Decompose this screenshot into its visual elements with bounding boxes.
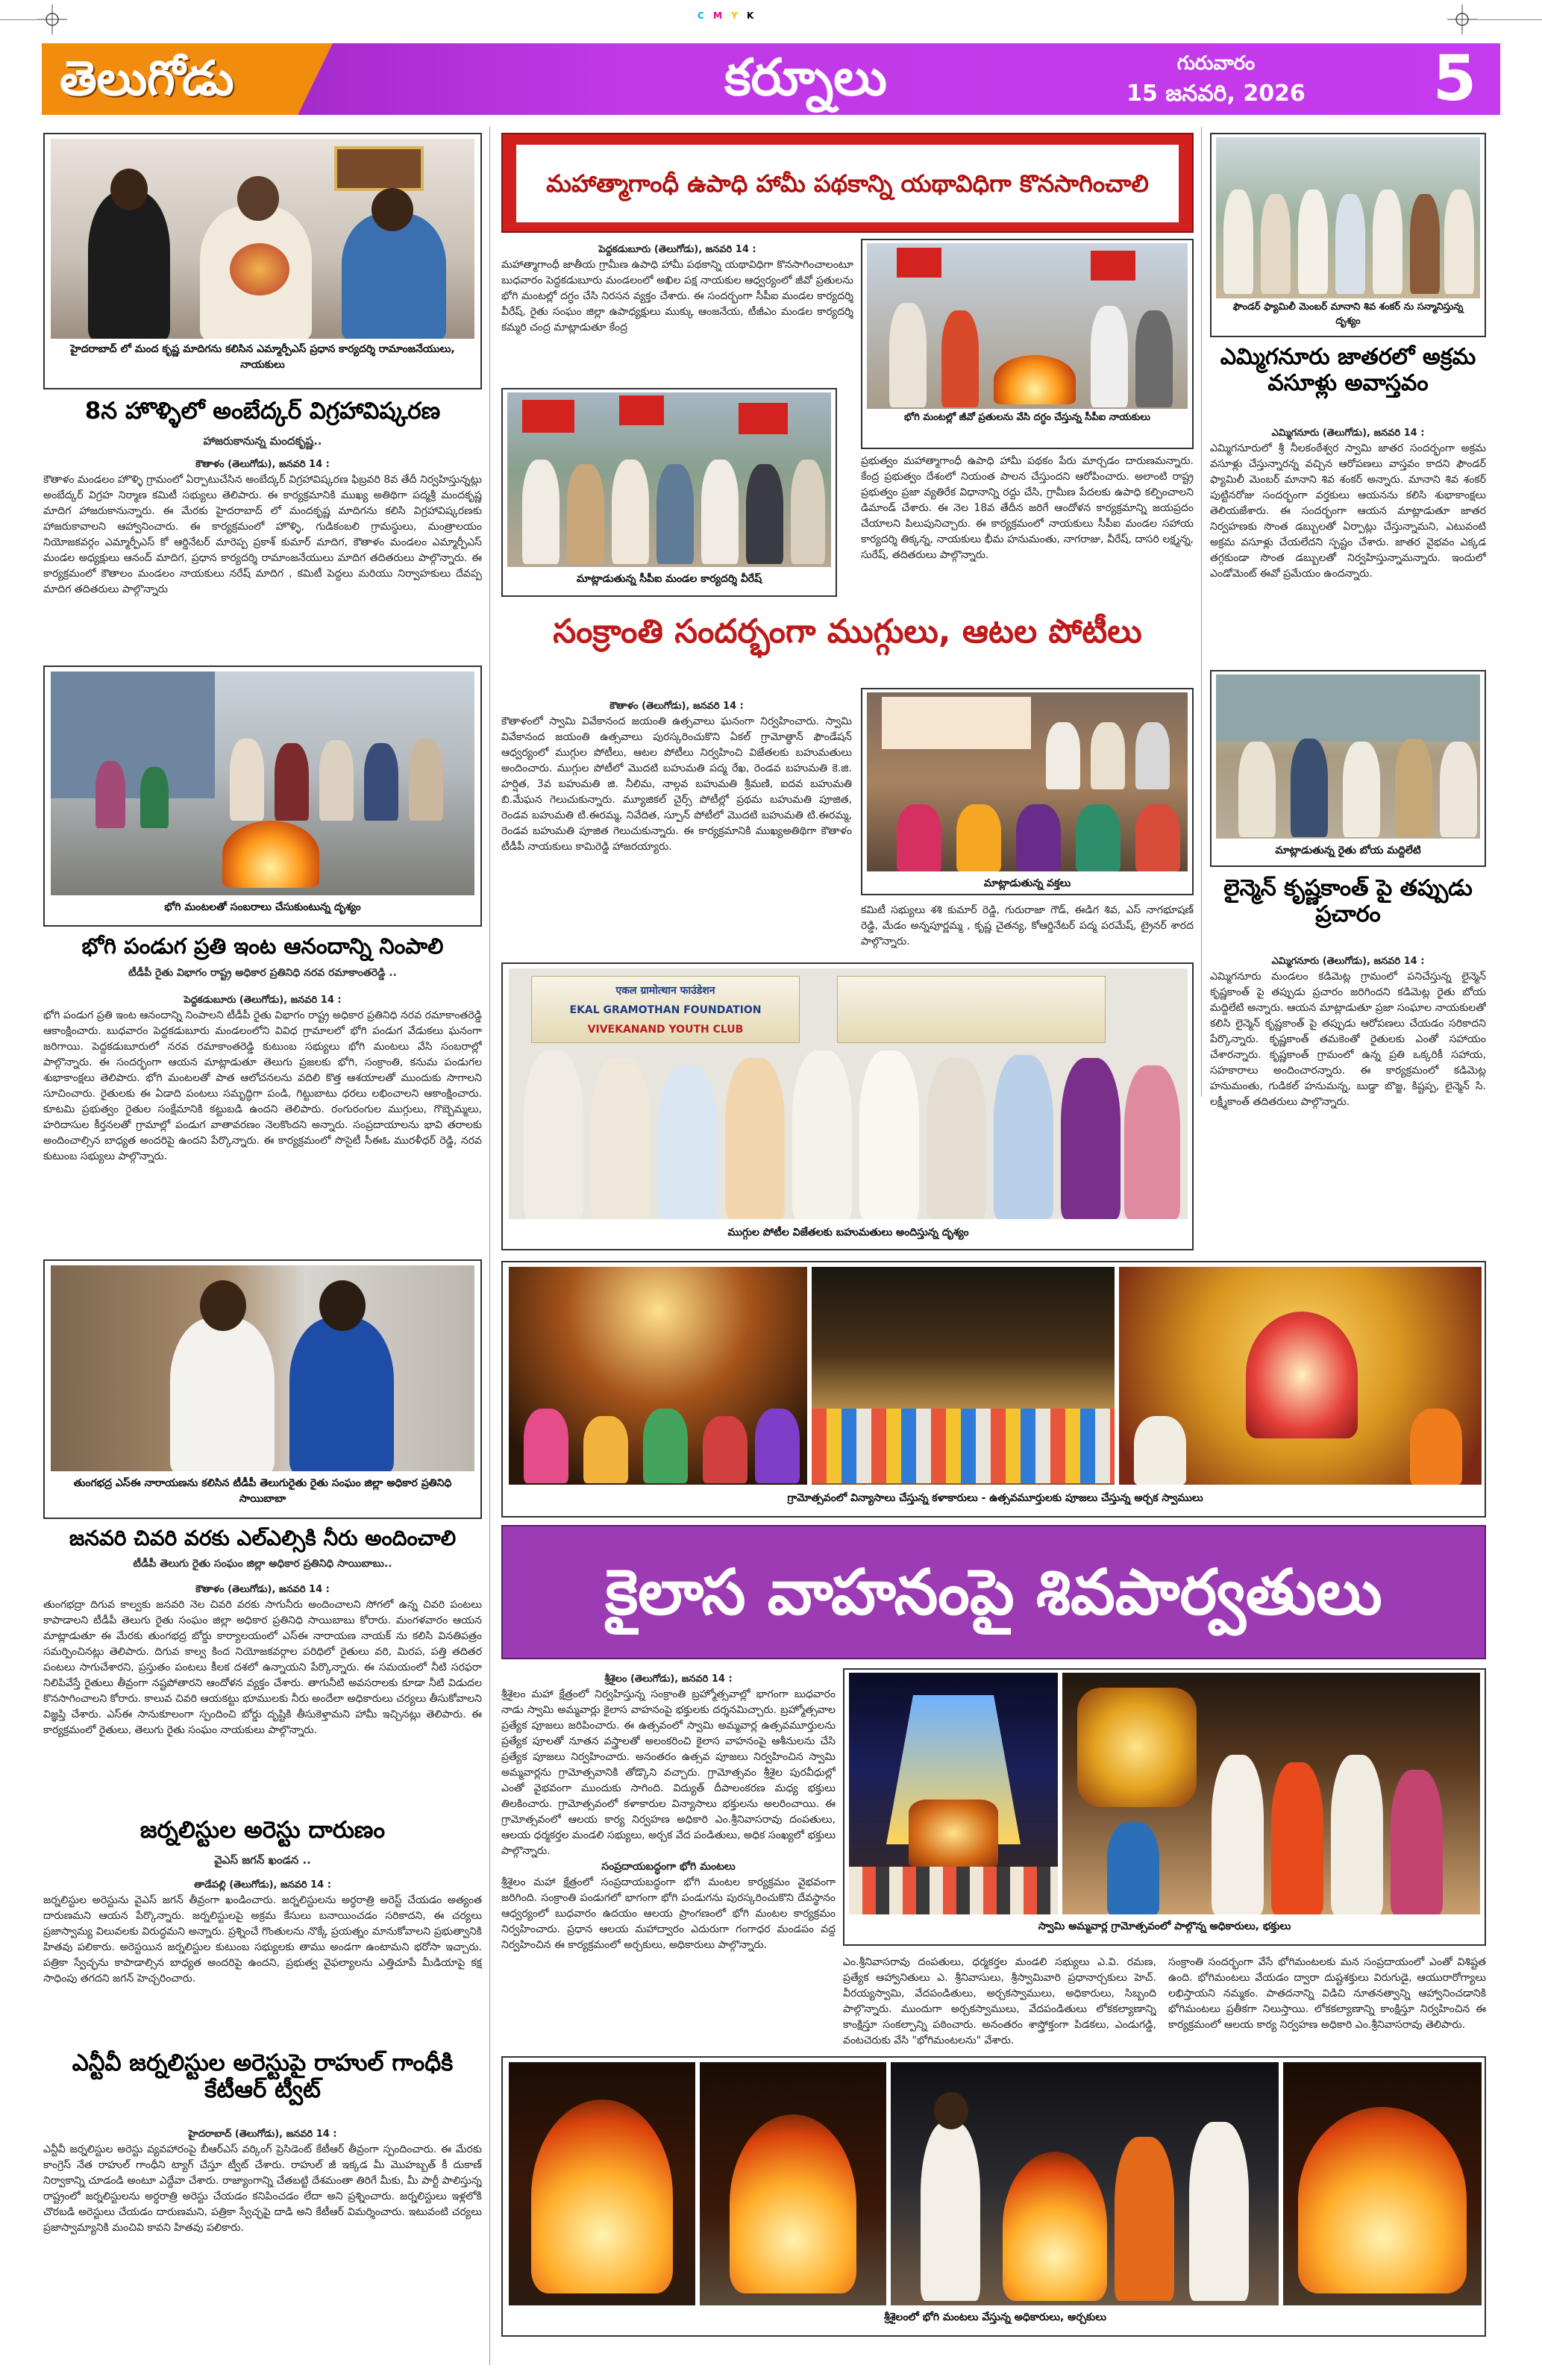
- dateline: ఎమ్మిగనూరు (తెలుగోడు), జనవరి 14 :: [1271, 956, 1425, 967]
- bonfire: [1298, 2107, 1467, 2293]
- register-mark-right-icon: [1447, 4, 1477, 34]
- person-figure: [591, 1058, 651, 1219]
- cmyk-c: C: [698, 10, 707, 21]
- bonfire: [730, 2114, 856, 2293]
- article-body: భోగి పండుగ ప్రతి ఇంట ఆనందాన్ని నింపాలని టీడీపీ రైతు విభాగం రాష్ట్ర అధికార ప్రతినిధి నరవ రమాకాంతరెడ్డి ఆకాంక్షించారు. బుధవారం పెద్దకడుబూరు మండలంలోని వివిధ గ్రామాలలో భోగి పండుగ వేడుకలు ఘనంగా జరిగాయి. పెద్దకడుబూరులో నరవ రమాకాంతరెడ్డి కుటుంబ సభ్యులు భోగి మంటలు వేసి సంబరాల్లో పాల్గొన్నారు. ఈ సందర్భంగా ఆయన మాట్లాడుతూ తెలుగు ప్రజలకు భోగి, సంక్రాంతి, కనుమ పండుగల శుభాకాంక్షలు తెలిపారు. భోగి మంటలతో పాత ఆలోచనలను వదిలి కొత్త ఆశయాలతో ముందుకు సాగాలని సూచించారు. రైతులకు ఈ ఏడాది పంటలు సమృద్ధిగా పండి, గిట్టుబాటు ధరలు లభించాలని ఆకాంక్షించారు. కూటమి ప్రభుత్వం రైతుల సంక్షేమానికి కట్టుబడి ఉందని తెలిపారు. రంగురంగుల ముగ్గులు, గొబ్బెమ్మలు, హరిదాసుల కీర్తనలతో గ్రామాల్లో పండుగ వాతావరణం నెలకొందని అన్నారు. సంప్రదాయాలను భావి తరాలకు అందించాల్సిన బాధ్యత అందరిపై ఉందని పేర్కొన్నారు. ఈ కార్యక్రమంలో సొసైటీ సీఈఓ మురళీధర్ రెడ్డి, నరవ కుటుంబ సభ్యులు పాల్గొన్నారు.: [43, 1009, 482, 1162]
- dateline: కౌతాళం (తెలుగోడు), జనవరి 14 :: [609, 701, 744, 712]
- photo-go-burning: [867, 243, 1188, 409]
- bhogi-srisailam-photo-box: [501, 2056, 1486, 2337]
- person-figure: [275, 743, 309, 821]
- photo-prize-distribution: [509, 968, 1188, 1219]
- photo-bhogi-fire-1: [509, 2062, 695, 2305]
- article-llc-water: [43, 1582, 482, 1798]
- vahanam: [909, 1800, 998, 1867]
- article-bhogi: [43, 992, 482, 1238]
- person-figure: [1444, 190, 1474, 294]
- crowd-row: [849, 1867, 1058, 1914]
- banner-upadhi-hami: [501, 133, 1194, 233]
- red-flag: [739, 403, 788, 434]
- article-body: ఎమ్మిగనూరులో శ్రీ నీలకంఠేశ్వర స్వామి జాతర సందర్భంగా అక్రమ వసూళ్లు చేస్తున్నారన్న వచ్చిన ఆరోపణలు వాస్తవం కాదని ఫౌండర్ ఫ్యామిలీ మెంబర్ మానాని శివ శంకర్ అన్నారు. మానాని శివ శంకర్ పుట్టినరోజు సందర్భంగా వర్తకులు ఆయనను కలిసి శుభాకాంక్షలు తెలియజేశారు. ఈ సందర్భంగా ఆయన మాట్లాడుతూ జాతర నిర్వహణకు సొంత డబ్బులతో ఏర్పాట్లు చేస్తున్నామని, ఎటువంటి అక్రమ వసూళ్లు చేయలేదని స్పష్టం చేశారు. జాతర వైభవం ఎక్కడ తగ్గకుండా సొంత డబ్బులతో నిర్వహిస్తున్నామన్నారు. ఇందులో ఎండోమెంట్ ఈవో ప్రమేయం ఉందన్నారు.: [1210, 442, 1486, 580]
- photo-caption: శ్రీశైలంలో భోగి మంటలు వేస్తున్న అధికారులు, అర్చకులు: [509, 2310, 1482, 2326]
- subhead-journalists: వైఎస్ జగన్ ఖండన ..: [214, 1853, 311, 1867]
- headline-ambedkar: 8న హొళ్ళిలో అంబేద్కర్ విగ్రహావిష్కరణ: [84, 398, 441, 425]
- person-figure: [1124, 1065, 1180, 1219]
- photo-wall-frames: [334, 146, 424, 191]
- article-body: జర్నలిస్టుల అరెస్టును వైఎస్ జగన్ తీవ్రంగా ఖండించారు. జర్నలిస్టులను అర్ధరాత్రి అరెస్ట్ చేయడం అత్యంత దారుణమని ఆయన పేర్కొన్నారు. జర్నలిస్టులపై అక్రమ కేసులు బనాయించడం సరికాదని, ఈ చర్యలు ప్రజాస్వామ్య విలువలకు విరుద్ధమని అన్నారు. ప్రశ్నించే గొంతులను నొక్కే ప్రయత్నం మానుకోవాలని ప్రభుత్వానికి హితవు పలికారు. అరెస్టయిన జర్నలిస్టుల కుటుంబ సభ్యులకు తాము అండగా ఉంటామని భరోసా ఇచ్చారు. పత్రికా స్వేచ్ఛను కాపాడాల్సిన బాధ్యత అందరిపై ఉందని, ప్రభుత్వ వైఫల్యాలను ఎత్తిచూపే మీడియాపై కక్ష సాధింపు తగదని జగన్ హెచ్చరించారు.: [43, 1894, 482, 1985]
- photo-building-wall: [1216, 674, 1480, 742]
- register-mark-left-icon: [37, 4, 67, 34]
- article-muggulu: [501, 698, 852, 973]
- person-figure: [88, 191, 170, 339]
- photo-caption: హైదరాబాద్ లో మంద కృష్ణ మాదిగను కలిసిన ఎమ్మార్పీఎస్ ప్రధాన కార్యదర్శి రామాంజనేయులు, నాయకులు: [55, 342, 470, 373]
- article-body: కమిటీ సభ్యులు శశి కుమార్ రెడ్డి, గురురాజా గౌడ్, ఈడిగ శివ, ఎస్ నాగభూషణ్ రెడ్డి, మేడం అన్నపూర్ణమ్మ , కృష్ణ చైతన్య, కోఆర్డినేటర్ పద్మ పరమేష్, ట్రైనర్ శారద పాల్గొన్నారు.: [861, 904, 1194, 948]
- person-head: [200, 1280, 246, 1331]
- person-figure: [1410, 1409, 1462, 1485]
- section-title: కర్నూలు: [724, 48, 887, 107]
- photo-cpi-protest: [507, 392, 831, 567]
- person-figure: [1331, 1755, 1383, 1914]
- dateline: శ్రీశైలం (తెలుగోడు), జనవరి 14 :: [604, 1673, 733, 1685]
- register-line-right: [1477, 19, 1542, 20]
- bonfire: [994, 355, 1076, 404]
- person-figure: [1076, 804, 1121, 871]
- dateline: హైదరాబాద్ (తెలుగోడు), జనవరి 14 :: [188, 2129, 337, 2140]
- dateline: ఎమ్మిగనూరు (తెలుగోడు), జనవరి 14 :: [1271, 428, 1425, 439]
- photo-speakers-stage: [867, 692, 1188, 871]
- headline-bhogi: భోగి పండుగ ప్రతి ఇంట ఆనందాన్ని నింపాలి: [81, 933, 444, 959]
- article-jatara: [1210, 425, 1486, 664]
- deity-idol: [1246, 1312, 1358, 1438]
- person-figure: [921, 2122, 980, 2301]
- person-figure: [994, 1055, 1053, 1219]
- person-figure: [522, 460, 560, 564]
- person-figure: [319, 740, 354, 821]
- photo-caption: ఫౌండర్ ఫ్యామిలీ మెంబర్ మానాని శివ శంకర్ ను సన్మానిస్తున్న దృశ్యం: [1219, 300, 1477, 328]
- person-figure: [1212, 1755, 1264, 1914]
- article-lineman: [1210, 953, 1486, 1250]
- col2-photo-box-kailasa: [843, 1668, 1486, 1946]
- article-journalists: [43, 1877, 482, 2040]
- person-head: [110, 169, 148, 210]
- person-figure: [755, 1409, 800, 1483]
- col1-photo-box-3: [43, 1259, 482, 1519]
- person-figure: [524, 1050, 583, 1219]
- person-figure: [1271, 1762, 1323, 1914]
- photo-caption: మాట్లాడుతున్న సీపీఐ మండల కార్యదర్శి వీరేష్: [507, 571, 831, 587]
- subhead-ambedkar: హాజరుకానున్న మందకృష్ణ..: [203, 434, 322, 448]
- person-figure: [1261, 194, 1291, 294]
- person-figure: [643, 1409, 688, 1483]
- article-body: మహాత్మాగాంధీ జాతీయ గ్రామీణ ఉపాధి హామీ పథకాన్ని యథావిధిగా కొనసాగించాలంటూ బుధవారం పెద్దకడుబూరు మండలంలో అఖిల పక్ష నాయకుల ఆధ్వర్యంలో జీవో ప్రతులను భోగి మంటల్లో దగ్ధం చేసి నిరసన వ్యక్తం చేశారు. ఈ సందర్భంగా సీపీఐ మండల కార్యదర్శి వీరేష్, రైతు సంఘం జిల్లా ఉపాధ్యక్షులు ముక్కు ఆంజనేయ, టీజీఎం మండల కార్యదర్శి కమ్మరి చంద్ర మాట్లాడుతూ కేంద్ర: [501, 259, 853, 333]
- subhead-bhogi: టీడీపీ రైతు విభాగం రాష్ట్ర అధికార ప్రతినిధి నరవ రమాకాంతరెడ్డి ..: [128, 967, 397, 979]
- photo-meeting-mandakrishna: [51, 139, 474, 339]
- photo-officials-devotees: [1062, 1673, 1480, 1914]
- photo-caption: స్వామి అమ్మవార్ల గ్రామోత్సవంలో పాల్గొన్న అధికారులు, భక్తులు: [849, 1919, 1480, 1935]
- person-figure: [95, 761, 125, 828]
- person-figure: [1107, 1822, 1159, 1914]
- person-figure: [140, 767, 169, 828]
- crowd-row: [812, 1409, 1115, 1483]
- bonfire: [1003, 2152, 1107, 2301]
- person-head: [934, 2092, 968, 2129]
- person-figure: [230, 739, 264, 821]
- person-figure: [1343, 742, 1380, 837]
- person-figure: [1135, 804, 1180, 871]
- photo-bhogi-fire-2: [700, 2062, 886, 2305]
- article-ktr-tweet: [43, 2126, 482, 2350]
- col2-photo-box-prizes: [501, 962, 1194, 1250]
- person-figure: [701, 460, 739, 564]
- person-figure: [364, 743, 398, 821]
- photo-officials-bonfire: [891, 2062, 1279, 2305]
- column-divider-1: [489, 127, 490, 2365]
- person-figure: [342, 213, 446, 339]
- photo-handshake: [51, 1265, 474, 1471]
- banner-kailasa-text: కైలాస వాహనంపై శివపార్వతులు: [605, 1556, 1382, 1629]
- person-figure: [1395, 739, 1432, 837]
- person-figure: [956, 804, 1001, 871]
- person-figure: [656, 464, 694, 564]
- person-figure: [289, 1318, 394, 1471]
- person-figure: [1061, 1058, 1121, 1219]
- headline-ktr-tweet: ఎన్టీవీ జర్నలిస్టుల అరెస్టుపై రాహుల్ గాంధీకి కేటీఆర్ ట్వీట్: [72, 2049, 454, 2103]
- bonfire: [222, 821, 319, 888]
- person-figure: [746, 464, 783, 564]
- person-figure: [1373, 190, 1402, 294]
- person-figure: [1135, 310, 1173, 407]
- person-figure: [791, 460, 825, 564]
- gramotsavam-photo-box: [501, 1261, 1486, 1518]
- article-body: కౌతాళంలో స్వామి వివేకానంద జయంతి ఉత్సవాలు ఘనంగా నిర్వహించారు. స్వామి వివేకానంద జయంతి ఉత్సవాలు పురస్కరించుకొని ఏకల్ గ్రామోత్థాన్ ఫౌండేషన్ ఆధ్వర్యంలో ముగ్గుల పోటీలు, ఆటల పోటీలు నిర్వహించి విజేతలకు బహుమతులు అందించారు. ముగ్గుల పోటీలో మొదటి బహుమతి పద్మ రేఖ, రెండవ బహుమతి కె.జి. హర్షిత, 3వ బహుమతి జి. నీలిమ, నాల్గవ బహుమతి శ్రీమణి, ఐదవ బహుమతి బి.మేఘన గెలుచుకున్నారు. మ్యూజికల్ చైర్స్ పోటీల్లో ప్రథమ బహుమతి పూజిత, రెండవ బహుమతి టి.ఈరమ్మ, నివేదిత, స్పూన్ పోటీలో మొదటి బహుమతి టి.ఈరమ్మ, రెండవ బహుమతి పూజిత గెలుచుకున్నారు. ఈ కార్యక్రమానికి ముఖ్యఅతిథిగా కౌతాళం టీడీపీ నాయకులు కామిరెడ్డి హాజరయ్యారు.: [501, 715, 852, 853]
- col3-photo-box-2: [1210, 670, 1486, 867]
- person-figure: [1091, 306, 1128, 407]
- person-figure: [1440, 742, 1477, 837]
- stage-banner: [882, 697, 1031, 749]
- photo-caption: మాట్లాడుతున్న రైతు బోయ మద్దిలేటి: [1216, 843, 1480, 859]
- article-body: శ్రీశైలం మహా క్షేత్రంలో నిర్వహిస్తున్న సంక్రాంతి బ్రహ్మోత్సవాల్లో భాగంగా బుధవారం నాడు స్వామి అమ్మవార్లు కైలాస వాహనంపై భక్తులకు దర్శనమిచ్చారు. బ్రహ్మోత్సవాల ప్రత్యేక పూజలు జరిపించారు. ఈ ఉత్సవంలో స్వామి అమ్మవార్ల ఉత్సవమూర్తులను ప్రత్యేక పూలతో నూతన వస్త్రాలతో అలంకరించి కైలాస వాహనంపై ఆశీనులను చేసి ప్రత్యేక పూజలు నిర్వహించారు. అనంతరం ఉత్సవ పూజలు నిర్వహించిన స్వామి అమ్మవార్లను గ్రామోత్సవానికి తోడ్కొని వచ్చారు. గ్రామోత్సవం శ్రీశైల పురవీధుల్లో ఎంతో వైభవంగా ముందుకు సాగింది. విద్యుత్ దీపాలంకరణ మధ్య భక్తులు తిలకించారు. గ్రామోత్సవంలో కళాకారుల విన్యాసాలు భక్తులను అలరించాయి. ఈ గ్రామోత్సవంలో ఆలయ కార్య నిర్వహణ అధికారి ఎం.శ్రీనివాసరావు దంపతులు, ఆలయ ధర్మకర్తల మండలి సభ్యులు, అర్చక వేద పండితులు, అధిక సంఖ్యలో భక్తులు పాల్గొన్నారు.: [501, 1688, 836, 1857]
- person-figure: [1016, 804, 1061, 871]
- subhead-bhogi-srisailam: సంప్రదాయబద్ధంగా భోగి మంటలు: [601, 1861, 736, 1873]
- person-figure: [1410, 194, 1440, 294]
- person-head: [319, 1280, 366, 1331]
- red-flag: [619, 395, 664, 425]
- article-upadhi-right: [861, 454, 1194, 595]
- person-figure: [583, 1416, 628, 1483]
- article-kailasa-right: [1168, 1955, 1486, 2067]
- photo-felicitation: [1216, 137, 1480, 298]
- dateline: కౌతాళం (తెలుగోడు), జనవరి 14 :: [195, 459, 330, 470]
- register-line-left: [0, 19, 37, 20]
- col1-photo-box-2: [43, 666, 482, 927]
- banner-line-club: VIVEKANAND YOUTH CLUB: [587, 1024, 744, 1036]
- banner-line-english: EKAL GRAMOTHAN FOUNDATION: [569, 1004, 762, 1016]
- subhead-llc-water: టీడీపీ తెలుగు రైతు సంఘం జిల్లా అధికార ప్రతినిధి సాయిబాబు..: [133, 1558, 392, 1570]
- person-figure: [658, 1065, 718, 1219]
- photo-caption: భోగి మంటల్లో జీవో ప్రతులను వేసి దగ్ధం చేస్తున్న సీపీఐ నాయకులు: [868, 410, 1186, 425]
- photo-bhogi-bonfire: [51, 671, 474, 895]
- person-figure: [1335, 194, 1365, 294]
- photo-utsava-murthy: [1119, 1267, 1482, 1485]
- person-figure: [1298, 190, 1328, 294]
- person-figure: [792, 1050, 852, 1219]
- red-flag: [1091, 251, 1135, 281]
- article-kailasa-left: [501, 1671, 836, 2034]
- dateline: పెద్దకడుబూరు (తెలుగోడు), జనవరి 14 :: [598, 244, 756, 255]
- headline-jatara: ఎమ్మిగనూరు జాతరలో అక్రమ వసూళ్లు అవాస్తవం: [1220, 344, 1476, 396]
- article-body: తుంగభద్రా దిగువ కాల్వకు జనవరి నెల చివరి వరకు సాగునీరు అందించాలని సోగలో ఉన్న చివరి పంటలు కాపాడాలని టీడీపీ తెలుగు రైతు సంఘం జిల్లా అధికార ప్రతినిధి సాయిబాబు కోరారు. మంగళవారం ఆయన మాట్లాడుతూ ఈ మేరకు తుంగభద్ర బోర్డు కార్యాలయంలో ఎస్ఈ నారాయణ నాయక్ ను కలిసి వినతిపత్రం సమర్పించినట్లు తెలిపారు. దిగువ కాల్వ కింద నియోజకవర్గాల పరిధిలో రైతులు వరి, మిరప, పత్తి తదితర పంటలు సాగుచేశారని, ప్రస్తుతం పంటలు కీలక దశలో ఉన్నాయని పేర్కొన్నారు. ఈ సమయంలో నీటి సరఫరా నిలిపివేస్తే రైతులు తీవ్రంగా నష్టపోతారని ఆందోళన వ్యక్తం చేశారు. తాగునీటి అవసరాలకు కూడా నీటి విడుదల కొనసాగించాలని కోరారు. కాలువ చివరి ఆయకట్టు భూములకు నీరు అందేలా అధికారులు చర్యలు తీసుకోవాలని విజ్ఞప్తి చేశారు. ఎస్ఈ సానుకూలంగా స్పందించి బోర్డు దృష్టికి తీసుకెళ్తామని హామీ ఇచ్చినట్లు తెలిపారు. ఈ కార్యక్రమంలో రైతులు, తెలుగు రైతు సంఘం నాయకులు పాల్గొన్నారు.: [43, 1599, 482, 1736]
- person-figure: [612, 460, 649, 564]
- person-figure: [1189, 2122, 1249, 2301]
- person-figure: [897, 804, 941, 871]
- vahanam: [1077, 1688, 1197, 1807]
- person-figure: [703, 1416, 748, 1483]
- photo-caption: గ్రామోత్సవంలో విన్యాసాలు చేస్తున్న కళాకారులు - ఉత్సవమూర్తులకు పూజలు చేస్తున్న అర్చక స్వాములు: [509, 1491, 1482, 1506]
- person-figure: [567, 464, 604, 564]
- brand-name: తెలుగోడు: [60, 51, 234, 107]
- col3-photo-box-1: [1210, 133, 1486, 337]
- event-banner: [531, 976, 800, 1043]
- person-figure: [1091, 722, 1125, 789]
- person-figure: [941, 310, 979, 407]
- photo-farmer-speaking: [1216, 674, 1480, 839]
- issue-date: 15 జనవరి, 2026: [1126, 81, 1306, 107]
- col2-photo-box-rally: [501, 388, 837, 597]
- bonfire: [531, 2099, 673, 2293]
- cmyk-k: K: [747, 10, 757, 21]
- banner-kailasa: [501, 1525, 1486, 1659]
- photo-bhogi-fire-3: [1283, 2062, 1482, 2305]
- col1-photo-box-1: [43, 133, 482, 389]
- article-body: ప్రభుత్వం మహాత్మాగాంధీ ఉపాధి హామీ పథకం పేరు మార్చడం దారుణమన్నారు. కేంద్ర ప్రభుత్వం దేశంలో నియంత పాలన చేస్తుందని ఆరోపించారు. అలాంటి రాష్ట్ర ప్రభుత్వం ప్రజా వ్యతిరేక విధానాన్ని రద్దు చేసి, గ్రామీణ పేదలకు ఉపాధి కల్పించాలని డిమాండ్ చేశారు. ఈ నెల 18వ తేదీన జరిగే ఆందోళన కార్యక్రమాన్ని జయప్రదం చేయాలని పిలుపునిచ్చారు. ఈ కార్యక్రమంలో నాయకులు సీపీఐ మండల సహాయ కార్యదర్శి తిక్కన్న, నాయకులు భీమ హనుమంతు, నాగరాజు, వీరేష్, దాసరి లక్ష్మన్న, సురేష్, తదితరులు పాల్గొన్నారు.: [861, 455, 1194, 561]
- photo-caption: మాట్లాడుతున్న వక్తలు: [867, 876, 1188, 892]
- person-figure: [859, 1050, 919, 1219]
- person-figure: [1291, 739, 1328, 837]
- headline-lineman: లైన్మెన్ కృష్ణకాంత్ పై తప్పుడు ప్రచారం: [1223, 875, 1473, 927]
- person-figure: [1135, 722, 1170, 789]
- photo-night-procession: [509, 1267, 807, 1485]
- cmyk-marks: [698, 10, 756, 21]
- person-figure: [1115, 2137, 1174, 2301]
- photo-caption: ముగ్గుల పోటీల విజేతలకు బహుమతులు అందిస్తున్న దృశ్యం: [509, 1225, 1188, 1241]
- person-head: [372, 188, 413, 231]
- person-figure: [1046, 722, 1080, 789]
- person-figure: [524, 1409, 568, 1483]
- column-divider-2: [1201, 127, 1202, 1097]
- person-head: [237, 176, 279, 221]
- person-figure: [1134, 1416, 1186, 1485]
- person-figure: [927, 1058, 986, 1219]
- dateline: కౌతాళం (తెలుగోడు), జనవరి 14 :: [195, 1584, 330, 1595]
- issue-day: గురువారం: [1176, 52, 1256, 75]
- article-body: సంక్రాంతి సందర్భంగా వేసే భోగిమంటలకు మన సంప్రదాయంలో ఎంతో విశిష్టత ఉంది. భోగిమంటలు వేయడం ద్వారా దుష్టశక్తులు విరుగుడై, ఆయురారోగ్యాలు లభిస్తాయని నమ్మకం. పాతదనాన్ని విడిచి నూతనత్వాన్ని ఆహ్వానించడానికి భోగిమంటలు ప్రతీకగా నిలుస్తాయి. లోకకల్యాణాన్ని కాంక్షిస్తూ నిర్వహించిన ఈ కార్యక్రమంలో ఆలయ కార్య నిర్వహణ అధికారి ఎం.శ్రీనివాసరావు తెలిపారు.: [1168, 1956, 1486, 2031]
- headline-llc-water: జనవరి చివరి వరకు ఎల్ఎల్సికి నీరు అందించాలి: [69, 1526, 457, 1550]
- article-kailasa-mid: [843, 1955, 1156, 2067]
- headline-muggulu: సంక్రాంతి సందర్భంగా ముగ్గులు, ఆటల పోటీలు: [553, 613, 1142, 651]
- photo-temple-gopuram: [849, 1673, 1058, 1914]
- article-body: ఎన్టీవీ జర్నలిస్టుల అరెస్టు వ్యవహారంపై బీఆర్ఎస్ వర్కింగ్ ప్రెసిడెంట్ కేటీఆర్ తీవ్రంగా స్పందించారు. ఈ మేరకు కాంగ్రెస్ నేత రాహుల్ గాంధీని ట్యాగ్ చేస్తూ ట్వీట్ చేశారు. రాహుల్ జీ ఇక్కడ మీ మొహబ్బత్ కీ దుకాణ్ నిర్వాకాన్ని చూడండి అంటూ ఎద్దేవా చేశారు. రాజ్యాంగాన్ని చేతబట్టి దేశమంతా తిరిగే మీకు, మీ పార్టీ పాలిస్తున్న రాష్ట్రంలో జర్నలిస్టులను అర్ధరాత్రి అరెస్టు చేయడం కనిపించడం లేదా అని ప్రశ్నించారు. జర్నలిస్టులు ఇళ్లలోకి చొరబడి అరెస్టులు చేయడం దారుణమని, పత్రికా స్వేచ్ఛపై దాడి అని కేటీఆర్ విమర్శించారు. ఇటువంటి చర్యలు ప్రజాస్వామ్యానికి మంచివి కావని హితవు పలికారు.: [43, 2143, 482, 2234]
- cmyk-y: Y: [731, 10, 741, 21]
- banner-upadhi-hami-text: మహాత్మాగాంధీ ఉపాధి హామీ పథకాన్ని యథావిధిగా కొనసాగించాలి: [516, 145, 1179, 222]
- page-number: 5: [1432, 42, 1477, 115]
- red-flag: [522, 400, 574, 433]
- article-body: ఎమ్మిగనూరు మండలం కడిమెట్ల గ్రామంలో పనిచేస్తున్న లైన్మెన్ కృష్ణకాంత్ పై తప్పుడు ప్రచారం జరిగిందని కడిమెట్ల రైతు బోయ మద్దిలేటి అన్నారు. ఆయన మాట్లాడుతూ ప్రజా సంఘాల నాయకులతో కలిసి లైన్మెన్ కృష్ణకాంత్ పై తప్పుడు ఆరోపణలు చేయడం సరికాదని పేర్కొన్నారు. కృష్ణకాంత్ తమకెంతో రైతులకు ఎంతో సహాయం చేశారన్నారు. కృష్ణకాంత్ గ్రామంలో ఉన్న ప్రతి ఒక్కరికీ సహాయ, సహకారాలు అందించారన్నారు. ఈ కార్యక్రమంలో కడిమెట్ల హనుమంతు, గుడికల్ హనుమన్న, బుడ్డా బొజ్జ, కిష్టప్ప, లైన్మెన్ సి. లక్ష్మీకాంత్ తదితరులు పాల్గొన్నారు.: [1210, 971, 1486, 1108]
- col2-photo-box-speakers: [861, 688, 1194, 895]
- garland-bouquet: [230, 243, 289, 295]
- person-figure: [1223, 190, 1253, 294]
- event-banner: [837, 976, 1106, 1043]
- person-figure: [409, 739, 443, 821]
- col2-photo-box-burning: [861, 239, 1194, 449]
- banner-line-hindi: एकल ग्रामोत्थान फाउंडेशन: [615, 985, 715, 997]
- cmyk-m: M: [713, 10, 725, 21]
- article-ambedkar: [43, 457, 482, 660]
- person-figure: [170, 1318, 275, 1471]
- person-figure: [1238, 742, 1276, 837]
- dateline: తాడేపల్లి (తెలుగోడు), జనవరి 14 :: [194, 1879, 331, 1891]
- person-figure: [725, 1058, 785, 1219]
- photo-crowd-street: [812, 1267, 1115, 1485]
- photo-building-wall: [51, 671, 215, 798]
- article-body: కౌతాళం మండలం హొళ్ళి గ్రామంలో ఏర్పాటుచేసిన అంబేద్కర్ విగ్రహావిష్కరణ ఫిబ్రవరి 8వ తేదీ నిర్వహిస్తున్నట్లు అంబేద్కర్ విగ్రహ నిర్మాణ కమిటీ సభ్యులు తెలిపారు. ఈ కార్యక్రమానికి ముఖ్య అతిథిగా పద్మశ్రీ మందకృష్ణ మాదిగ హాజరుకానున్నారు. ఈ మేరకు హైదరాబాద్ లో మందకృష్ణ మాదిగను కలిసి విగ్రహావిష్కరణకు హాజరుకావాలని ఆహ్వానించారు. ఈ కార్యక్రమంలో హొళ్ళి, గుడికంబలి గ్రామస్థులు, మంత్రాలయం నియోజకవర్గం ఎమ్మార్పీఎస్ కో ఆర్డినేటర్ మారెప్ప ప్రకాశ్ కుమార్ మాదిగ, కౌతాళం మండలం ఎమ్మార్పీఎస్ మండల అధ్యక్షులు ఆనంద్ మాదిగ, ప్రధాన కార్యదర్శి రామాంజనేయులు మాదిగ తదితరులు పాల్గొన్నారు. ఈ కార్యక్రమంలో కౌతాలం మండలం నాయకులు నరేష్ మాదిగ , కమిటీ పెద్దలు మరియు నిర్వాహకులు దేవప్ప మాదిగ తదితరులు పాల్గొన్నారు: [43, 474, 482, 595]
- photo-caption: తుంగభద్ర ఎస్ఈ నారాయణను కలిసిన టీడీపీ తెలుగురైతు రైతు సంఘం జిల్లా అధికార ప్రతినిధి సాయిబాబా: [55, 1476, 470, 1507]
- dateline: పెద్దకడుబూరు (తెలుగోడు), జనవరి 14 :: [184, 995, 342, 1006]
- article-body: శ్రీశైలం మహా క్షేత్రంలో సంప్రదాయబద్ధంగా భోగి మంటల కార్యక్రమం వైభవంగా జరిగింది. సంక్రాంతి పండుగలో భాగంగా భోగి పండుగను పురస్కరించుకొని దేవస్థానం ఆధ్వర్యంలో బుధవారం ఉదయం ఆలయ ప్రాంగణంలో భోగి మంటల కార్యక్రమం నిర్వహించారు. ప్రధాన ఆలయ మహాద్వారం ఎదురుగా గంగాధర మండపం వద్ద నిర్వహించిన ఈ కార్యక్రమంలో అర్చకులు, అధికారులు పాల్గొన్నారు.: [501, 1876, 836, 1951]
- red-flag: [897, 248, 941, 278]
- article-body: ఎం.శ్రీనివాసరావు దంపతులు, ధర్మకర్తల మండలి సభ్యులు ఎ.వి. రమణ, ప్రత్యేక ఆహ్వానితులు ఎ. శ్రీనివాసులు, శ్రీస్వామివారి ప్రధానార్చకులు హెచ్. వీరయ్యస్వామి, వేదపండితులు, అర్చకస్వాములు, అధికారులు, సిబ్బంది పాల్గొన్నారు. ముందుగా అర్చకస్వాములు, వేదపండితులు లోకకల్యాణాన్ని కాంక్షిస్తూ సంకల్పాన్ని పఠించారు. అనంతరం శాస్త్రోక్తంగా పిడకలు, ఎండుగడ్డి, వంటచెరుకు వేసి "భోగిమంటలను" వేశారు.: [843, 1956, 1156, 2047]
- headline-journalists: జర్నలిస్టుల అరెస్టు దారుణం: [140, 1817, 386, 1844]
- person-figure: [889, 303, 927, 407]
- article-upadhi-top: [501, 242, 853, 382]
- photo-caption: భోగి మంటలతో సంబరాలు చేసుకుంటున్న దృశ్యం: [55, 900, 470, 915]
- person-figure: [1391, 1770, 1443, 1914]
